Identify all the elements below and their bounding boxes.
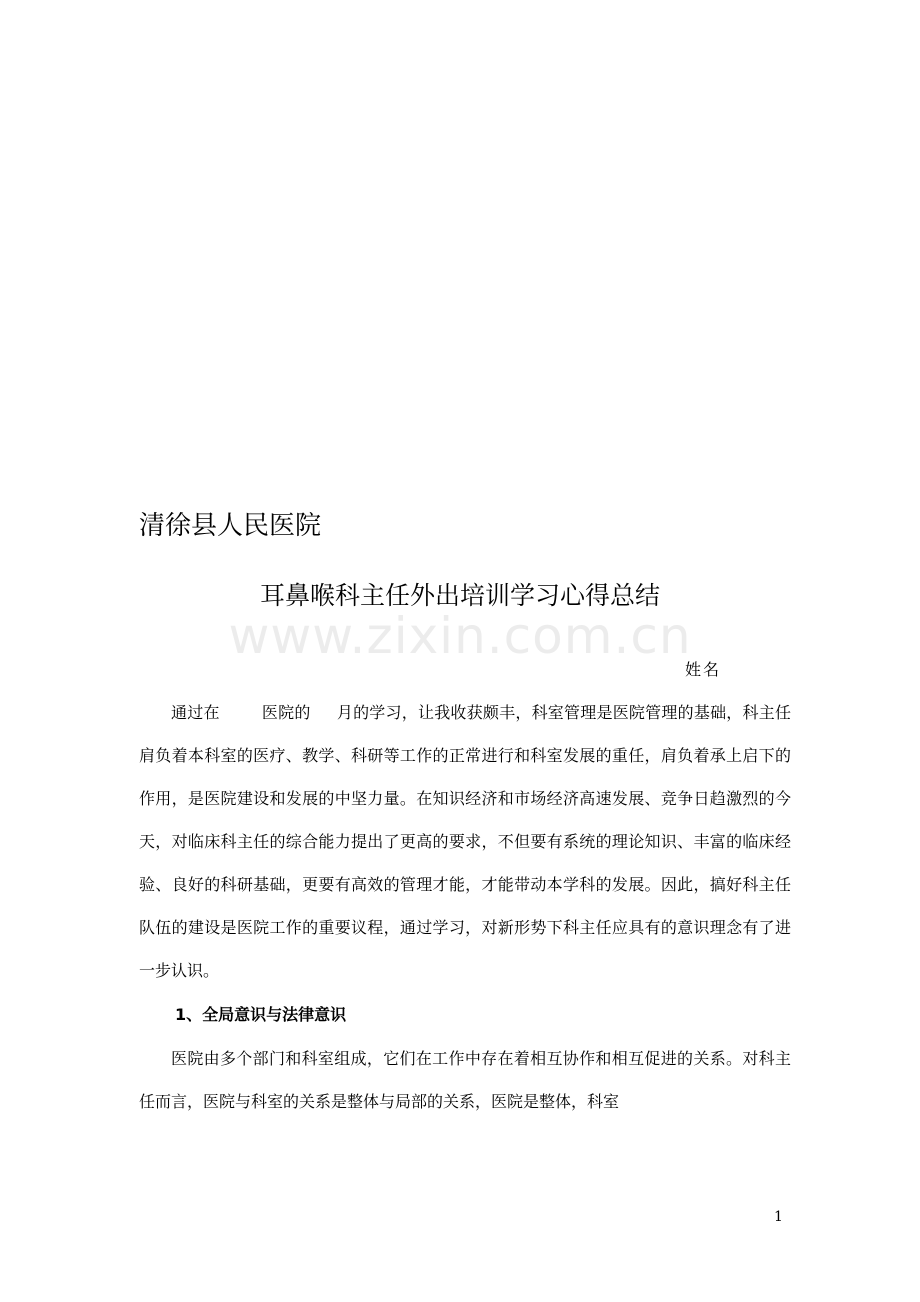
author-name-label: 姓名 <box>685 660 722 679</box>
document-title: 耳鼻喉科主任外出培训学习心得总结 <box>259 581 660 610</box>
intro-paragraph <box>139 691 791 992</box>
intro-lead-a: 通过在 <box>171 703 220 722</box>
section-1-paragraph: 医院由多个部门和科室组成，它们在工作中存在着相互协作和相互促进的关系。对科主任而言，医院与科室的关系是整体与局部的关系，医院是整体，科室 <box>139 1049 791 1111</box>
intro-rest: 月的学习，让我收获颇丰，科室管理是医院管理的基础，科主任肩负着本科室的医疗、教学、科研等工作的正常进行和科室发展的重任，肩负着承上启下的作用，是医院建设和发展的中坚力量。在知识经济和市场经济高速发展、竞争日趋激烈的今天，对临床科主任的综合能力提出了更高的要求，不但要有系统的理论知识、丰富的临床经验、良好的科研基础，更要有高效的管理才能，才能带动本学科的发展。因此，搞好科主任队伍的建设是医院工作的重要议程，通过学习，对新形势下科主任应具有的意识理念有了进一步认识。 <box>139 703 791 980</box>
hospital-name: 清徐县人民医院 <box>139 511 322 541</box>
section-heading-1: 1、全局意识与法律意识 <box>175 1005 347 1024</box>
page-number: 1 <box>774 1209 783 1225</box>
intro-lead-b: 医院的 <box>261 703 311 722</box>
watermark: www.zixin.com.cn <box>228 607 692 665</box>
